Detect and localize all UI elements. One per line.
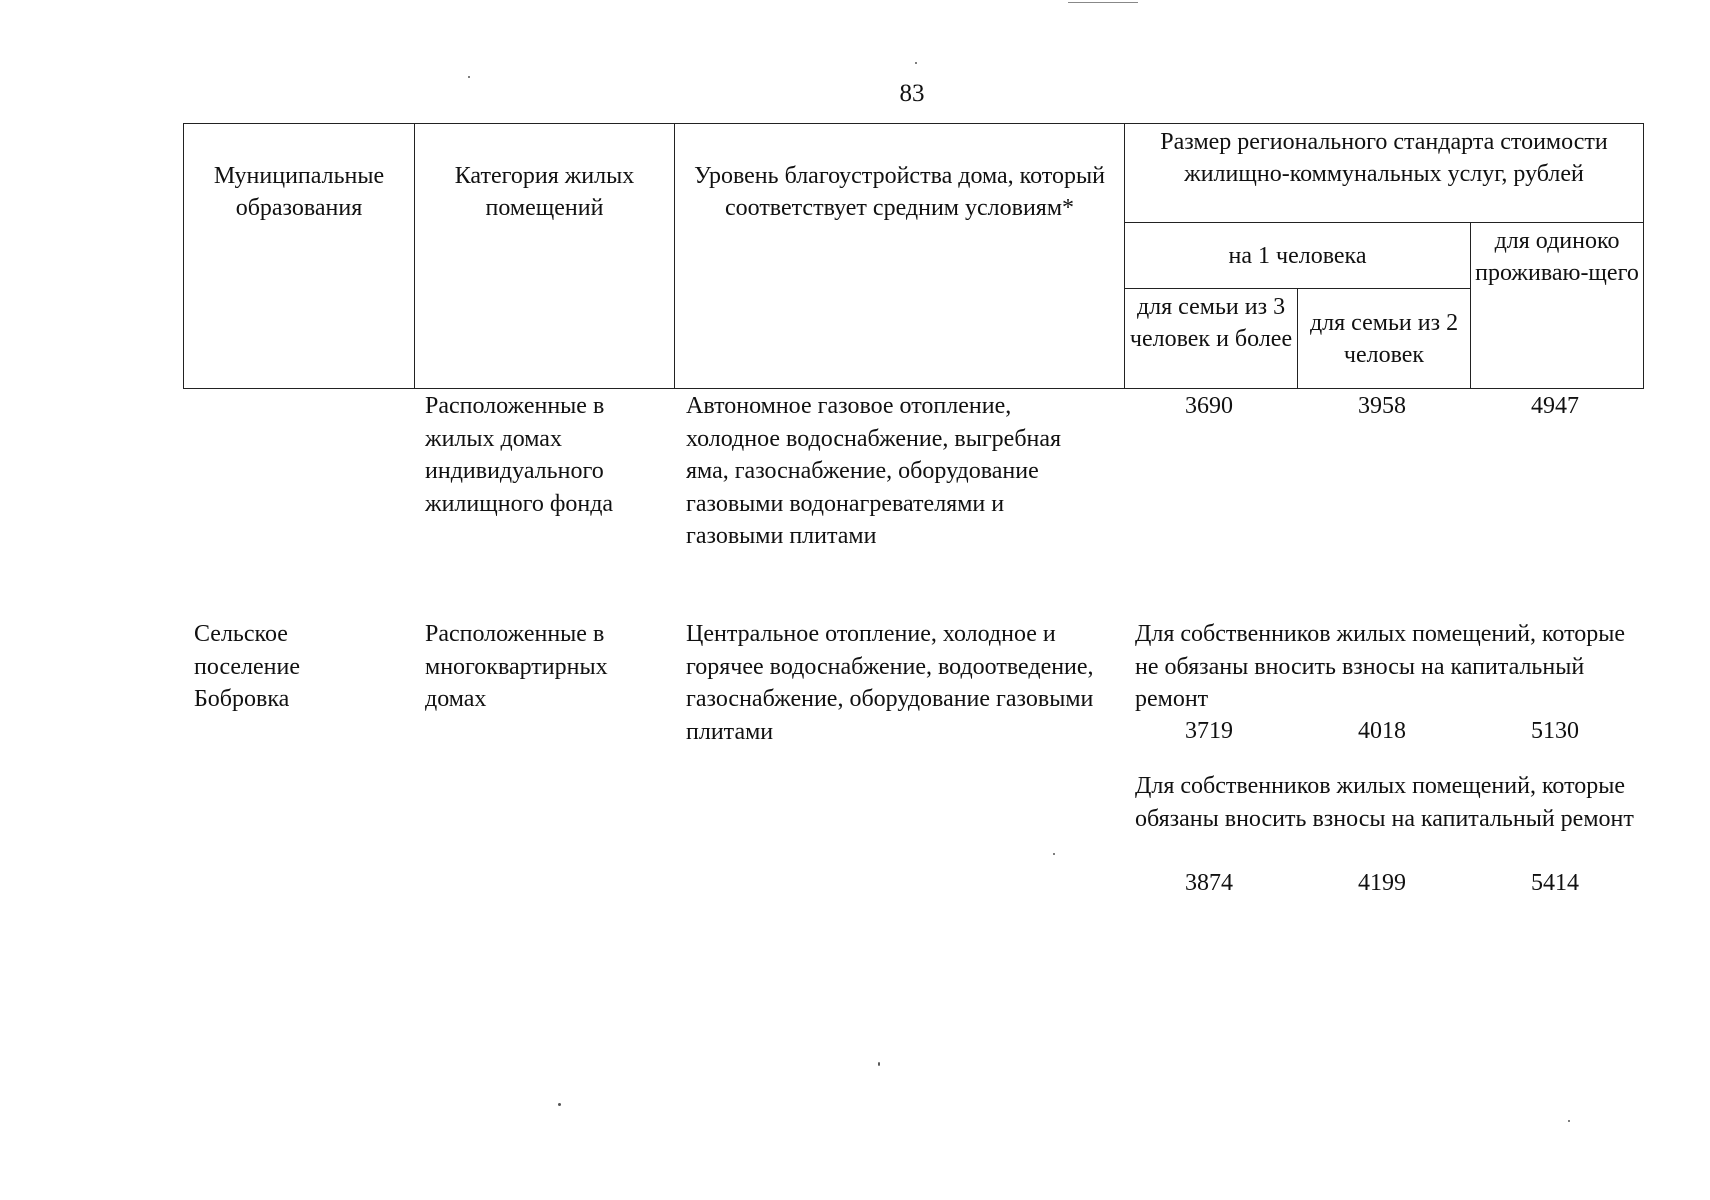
header-family3 (1125, 289, 1298, 389)
row1-value-family2: 3958 (1358, 393, 1406, 419)
header-family2-text: для семьи из 2 человек (1309, 309, 1459, 368)
table-row (0, 618, 1710, 908)
row2-g2-value-single: 5414 (1531, 870, 1579, 896)
page-number: 83 (899, 80, 925, 107)
row1-category: Расположенные в жилых домах индивидуального жилищного фонда (425, 393, 614, 517)
header-standard (1125, 124, 1644, 223)
row2-g1-value-single: 5130 (1531, 718, 1579, 744)
header-level (675, 124, 1125, 389)
header-family2 (1298, 289, 1471, 389)
row2-note-2: Для собственников жилых помещений, которые обязаны вносить взносы на капитальный ремонт (1135, 773, 1634, 832)
row2-municipal: Сельское поселение Бобровка (194, 621, 301, 712)
header-family3-text: для семьи из 3 человек и более (1129, 294, 1293, 352)
scan-speck (468, 76, 470, 78)
row2-g1-value-family3: 3719 (1185, 718, 1233, 744)
header-table (183, 123, 1644, 389)
scan-speck (558, 1103, 561, 1106)
row2-g1-value-family2: 4018 (1358, 718, 1406, 744)
header-per-person (1125, 223, 1471, 289)
header-municipal-text: Муниципальные образования (213, 163, 385, 221)
scan-speck (1568, 1120, 1570, 1122)
header-standard-text: Размер регионального стандарта стоимости жилищно-коммунальных услуг, рублей (1160, 129, 1608, 187)
header-per-person-text: на 1 человека (1228, 242, 1367, 269)
header-single-text: для одиноко проживаю-щего (1475, 228, 1639, 286)
row2-g2-value-family3: 3874 (1185, 870, 1233, 896)
row2-g2-value-family2: 4199 (1358, 870, 1406, 896)
header-single (1471, 223, 1644, 389)
header-category-text: Категория жилых помещений (454, 163, 635, 221)
header-category (415, 124, 675, 389)
top-scan-line (1068, 2, 1138, 3)
row2-level: Центральное отопление, холодное и горячее водоснабжение, водоотведение, газоснабжение, оборудование газовыми плитами (686, 621, 1094, 745)
scan-speck (878, 1062, 880, 1066)
header-level-text: Уровень благоустройства дома, который соответствует средним условиям* (694, 163, 1105, 221)
scan-speck (1053, 853, 1055, 855)
row1-value-family3: 3690 (1185, 393, 1233, 419)
header-municipal (184, 124, 415, 389)
row1-value-single: 4947 (1531, 393, 1579, 419)
row2-note-1: Для собственников жилых помещений, которые не обязаны вносить взносы на капитальный ремонт (1135, 621, 1626, 712)
row2-category: Расположенные в многоквартирных домах (425, 621, 608, 712)
scan-speck (915, 62, 917, 64)
table-row (0, 390, 1710, 590)
row1-level: Автономное газовое отопление, холодное водоснабжение, выгребная яма, газоснабжение, оборудование газовыми водонагревателями и газовыми плитами (686, 393, 1062, 549)
